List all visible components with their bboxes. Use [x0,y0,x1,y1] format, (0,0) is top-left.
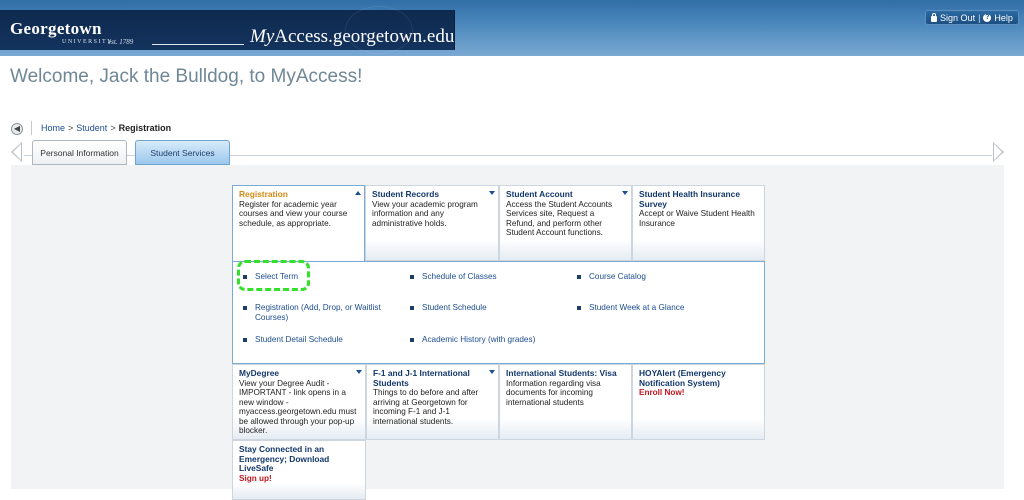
card-desc: View your academic program information and any administrative holds. [372,199,478,228]
link-academic-history[interactable]: Academic History (with grades) [422,335,535,345]
bullet-icon [577,275,581,279]
breadcrumb-student[interactable]: Student [76,123,108,133]
card-title[interactable]: F-1 and J-1 International Students [373,368,470,388]
expand-icon[interactable] [489,191,495,195]
link-course-catalog[interactable]: Course Catalog [589,272,646,282]
bullet-icon [577,306,581,310]
page-title: Welcome, Jack the Bulldog, to MyAccess! [10,66,363,87]
card-title[interactable]: Stay Connected in an Emergency; Download LiveSafe [239,444,330,473]
card-desc: Accept or Waive Student Health Insurance [639,209,755,228]
card-desc: View your Degree Audit - IMPORTANT - link opens in a new window - myaccess.georgetown.edu must be allowed through your pop-up blocker. [239,378,357,435]
logo-est: est. 1789 [108,38,134,46]
breadcrumb-divider [31,121,32,135]
card-student-account[interactable] [499,185,632,261]
breadcrumb: Home > Student > Registration [41,123,172,133]
bullet-icon [410,275,414,279]
card-desc: Register for academic year courses and view your course schedule, as appropriate. [239,199,348,228]
card-title[interactable]: MyDegree [239,368,280,378]
back-icon[interactable]: ◀ [11,123,23,135]
card-title[interactable]: Student Account [506,189,573,199]
card-title[interactable]: Student Health Insurance Survey [639,189,740,209]
breadcrumb-current: Registration [118,123,172,133]
link-student-week[interactable]: Student Week at a Glance [589,303,684,313]
card-student-records[interactable] [365,185,499,261]
expand-icon[interactable] [489,370,495,374]
expand-icon[interactable] [356,370,362,374]
link-select-term[interactable]: Select Term [255,272,298,282]
tab-student-services[interactable]: Student Services [135,140,230,165]
card-title[interactable]: Student Records [372,189,440,199]
link-schedule-of-classes[interactable]: Schedule of Classes [422,272,497,282]
logo-name: Georgetown [10,19,102,38]
tabs-scroll-left-icon[interactable] [11,142,22,162]
card-registration[interactable] [232,185,365,262]
link-student-schedule[interactable]: Student Schedule [422,303,487,313]
card-international-students[interactable] [366,364,499,440]
card-desc: Access the Student Accounts Services site, Request a Refund, and perform other Student Account functions. [506,199,613,237]
header-band [0,0,1024,56]
card-health-insurance[interactable] [632,185,765,261]
logo-rule [152,44,244,45]
logo-sub: UNIVERSITY [62,39,113,45]
utility-bar [925,10,1019,25]
card-visa[interactable] [499,364,632,440]
card-title[interactable]: Registration [239,189,288,199]
logo-site: MyAccess.georgetown.edu [250,26,455,47]
lock-icon [931,16,937,22]
collapse-icon[interactable] [355,191,361,195]
help-icon: ? [985,13,990,21]
card-desc: Information regarding visa documents for incoming international students [506,378,601,407]
sign-up-link[interactable]: Sign up! [239,473,272,483]
tab-personal-information[interactable]: Personal Information [32,140,127,165]
sign-out-link[interactable]: Sign Out [940,12,976,23]
bullet-icon [410,306,414,310]
card-hoyalert[interactable] [632,364,765,440]
link-student-detail-schedule[interactable]: Student Detail Schedule [255,335,343,345]
breadcrumb-home[interactable]: Home [41,123,66,133]
card-mydegree[interactable] [232,364,366,440]
expand-icon[interactable] [622,191,628,195]
card-title[interactable]: International Students: Visa [506,368,617,378]
bullet-icon [243,306,247,310]
registration-panel [232,261,765,364]
bullet-icon [410,338,414,342]
utility-separator: | [978,12,981,23]
select-term-highlight [237,260,310,291]
card-desc: Things to do before and after arriving at Georgetown for incoming F-1 and J-1 international students. [373,388,479,426]
link-registration-add-drop[interactable]: Registration (Add, Drop, or Waitlist Courses) [255,303,405,323]
help-link[interactable]: Help [994,12,1013,23]
georgetown-logo[interactable] [0,10,455,50]
card-title[interactable]: HOYAlert (Emergency Notification System) [639,368,726,388]
enroll-now-link[interactable]: Enroll Now! [639,388,685,397]
card-livesafe[interactable] [232,440,366,500]
tabs-scroll-right-icon[interactable] [993,142,1004,162]
bullet-icon [243,338,247,342]
